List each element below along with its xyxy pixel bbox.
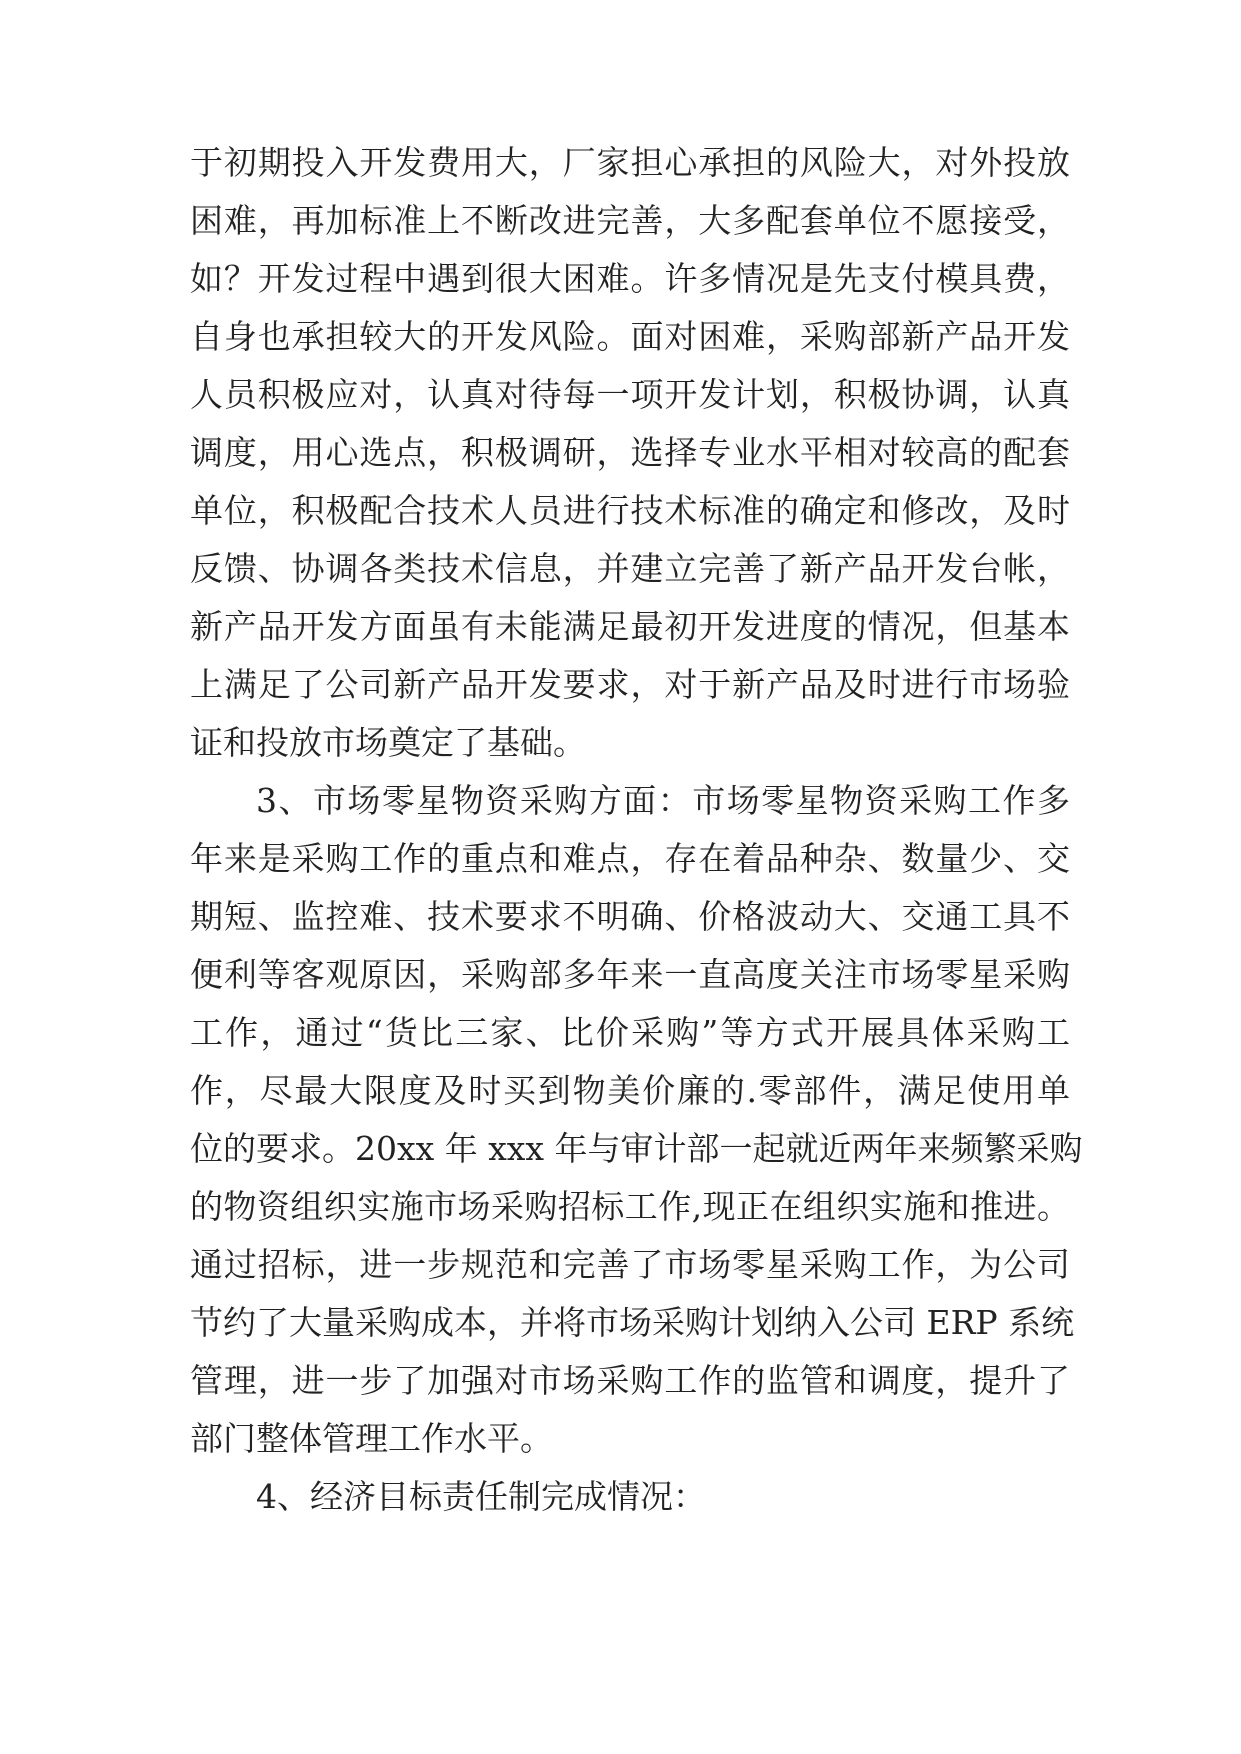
text-line: 如？开发过程中遇到很大困难。许多情况是先支付模具费， xyxy=(190,259,1070,298)
text-line: 新产品开发方面虽有未能满足最初开发进度的情况，但基本 xyxy=(190,607,1070,646)
text-line: 作，尽最大限度及时买到物美价廉的.零部件，满足使用单 xyxy=(190,1071,1070,1110)
text-line: 4、经济目标责任制完成情况： xyxy=(256,1477,706,1516)
text-line: 通过招标，进一步规范和完善了市场零星采购工作，为公司 xyxy=(190,1245,1070,1284)
text-line: 人员积极应对，认真对待每一项开发计划，积极协调，认真 xyxy=(190,375,1070,414)
text-line: 调度，用心选点，积极调研，选择专业水平相对较高的配套 xyxy=(190,433,1070,472)
text-line: 年来是采购工作的重点和难点，存在着品种杂、数量少、交 xyxy=(190,839,1070,878)
text-line: 的物资组织实施市场采购招标工作,现正在组织实施和推进。 xyxy=(190,1187,1070,1226)
text-line: 便利等客观原因，采购部多年来一直高度关注市场零星采购 xyxy=(190,955,1070,994)
text-line: 困难，再加标准上不断改进完善，大多配套单位不愿接受， xyxy=(190,201,1070,240)
text-line: 3、市场零星物资采购方面：市场零星物资采购工作多 xyxy=(256,781,1070,820)
text-line: 位的要求。20xx 年 xxx 年与审计部一起就近两年来频繁采购 xyxy=(190,1129,1083,1168)
text-line: 自身也承担较大的开发风险。面对困难，采购部新产品开发 xyxy=(190,317,1070,356)
text-line: 期短、监控难、技术要求不明确、价格波动大、交通工具不 xyxy=(190,897,1070,936)
text-line: 证和投放市场奠定了基础。 xyxy=(190,723,586,762)
text-line: 上满足了公司新产品开发要求，对于新产品及时进行市场验 xyxy=(190,665,1070,704)
text-line: 部门整体管理工作水平。 xyxy=(190,1419,553,1458)
text-line: 工作，通过“货比三家、比价采购”等方式开展具体采购工 xyxy=(190,1013,1070,1052)
text-line: 单位，积极配合技术人员进行技术标准的确定和修改，及时 xyxy=(190,491,1070,530)
text-line: 反馈、协调各类技术信息，并建立完善了新产品开发台帐， xyxy=(190,549,1070,588)
text-line: 于初期投入开发费用大，厂家担心承担的风险大，对外投放 xyxy=(190,143,1070,182)
text-line: 管理，进一步了加强对市场采购工作的监管和调度，提升了 xyxy=(190,1361,1070,1400)
text-line: 节约了大量采购成本，并将市场采购计划纳入公司 ERP 系统 xyxy=(190,1303,1075,1342)
